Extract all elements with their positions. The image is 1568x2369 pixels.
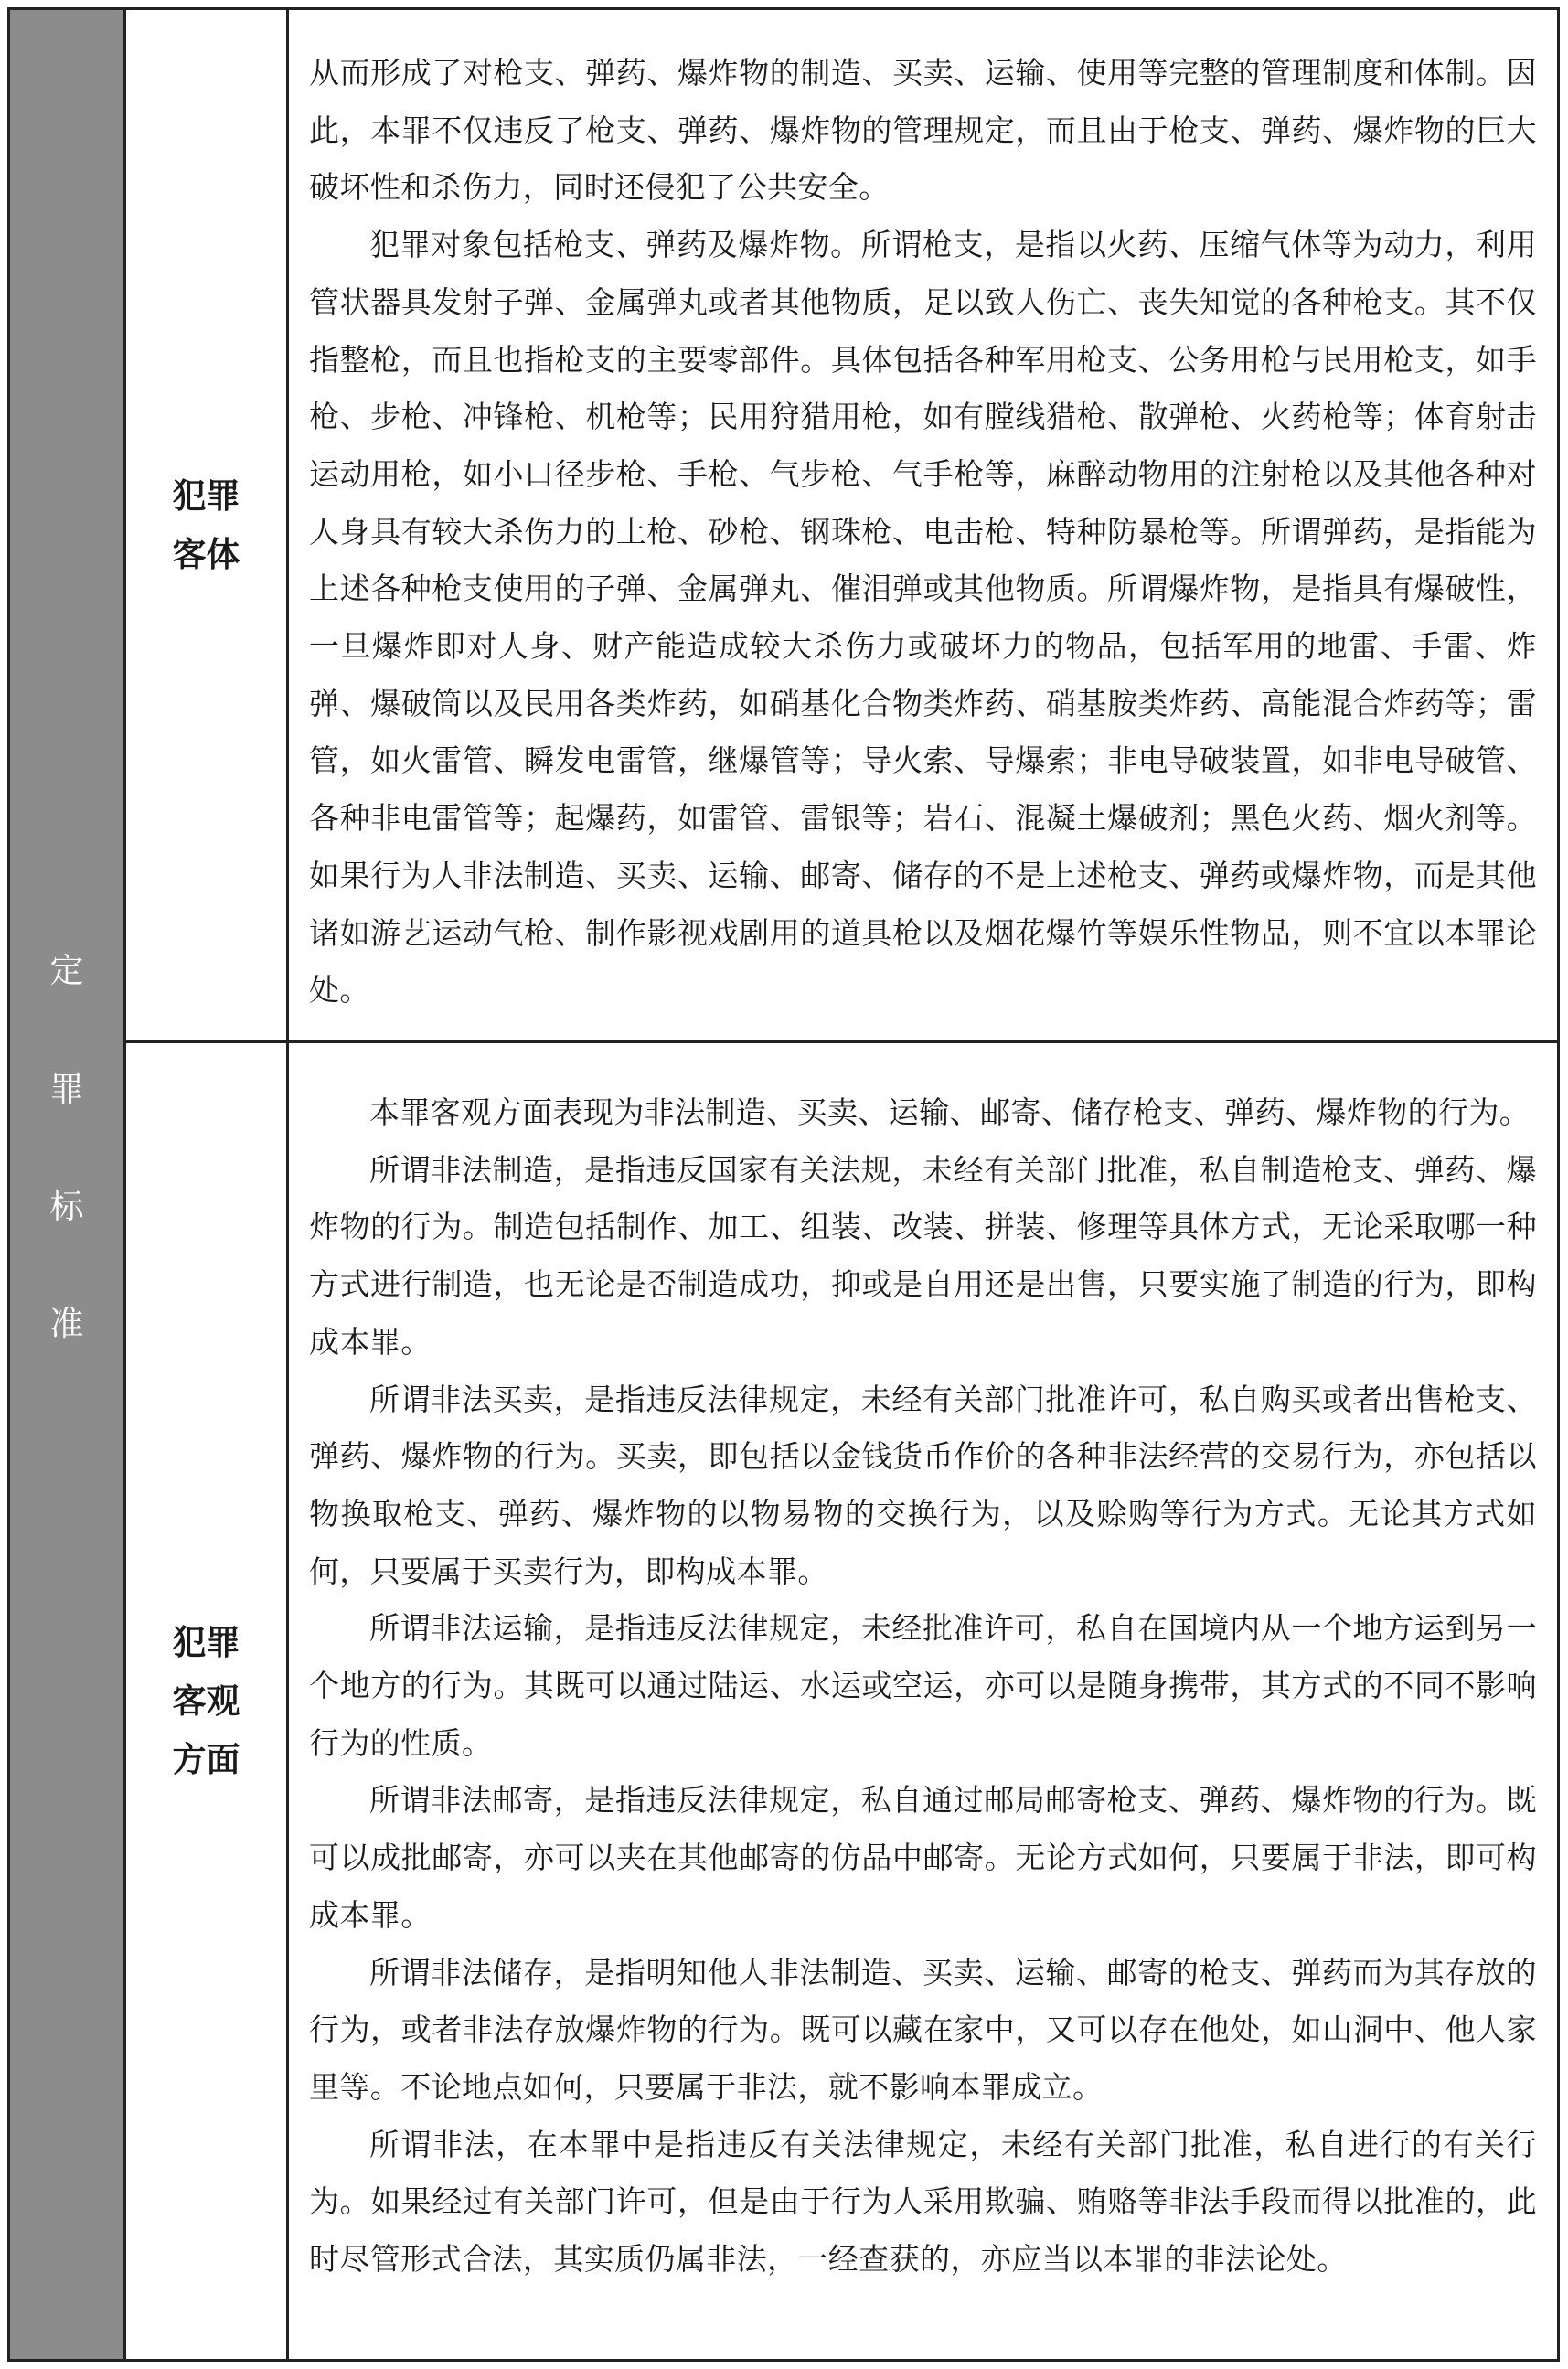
side-heading-char: 准: [49, 1304, 84, 1343]
paragraph: 犯罪对象包括枪支、弹药及爆炸物。所谓枪支，是指以火药、压缩气体等为动力，利用管状器具发射子弹、金属弹丸或者其他物质，足以致人伤亡、丧失知觉的各种枪支。其不仅指整枪，而且也指枪支的主要零部件。具体包括各种军用枪支、公务用枪与民用枪支，如手枪、步枪、冲锋枪、机枪等；民用狩猎用枪，如有膛线猎枪、散弹枪、火药枪等；体育射击运动用枪，如小口径步枪、手枪、气步枪、气手枪等，麻醉动物用的注射枪以及其他各种对人身具有较大杀伤力的土枪、砂枪、钢珠枪、电击枪、特种防暴枪等。所谓弹药，是指能为上述各种枪支使用的子弹、金属弹丸、催泪弹或其他物质。所谓爆炸物，是指具有爆破性，一旦爆炸即对人身、财产能造成较大杀伤力或破坏力的物品，包括军用的地雷、手雷、炸弹、爆破筒以及民用各类炸药，如硝基化合物类炸药、硝基胺类炸药、高能混合炸药等；雷管，如火雷管、瞬发电雷管，继爆管等；导火索、导爆索；非电导破装置，如非电导破管、各种非电雷管等；起爆药，如雷管、雷银等；岩石、混凝土爆破剂；黑色火药、烟火剂等。如果行为人非法制造、买卖、运输、邮寄、储存的不是上述枪支、弹药或爆炸物，而是其他诸如游艺运动气枪、制作影视戏剧用的道具枪以及烟花爆竹等娱乐性物品，则不宜以本罪论处。: [309, 227, 1537, 1008]
paragraph: 所谓非法储存，是指明知他人非法制造、买卖、运输、邮寄的枪支、弹药而为其存放的行为，或者非法存放爆炸物的行为。既可以藏在家中，又可以存在他处，如山洞中、他人家里等。不论地点如何，只要属于非法，就不影响本罪成立。: [309, 1954, 1537, 2105]
side-heading-char: 定: [49, 951, 84, 990]
row-label-cell: [126, 1043, 289, 2359]
paragraph: 所谓非法，在本罪中是指违反有关法律规定，未经有关部门批准，私自进行的有关行为。如果经过有关部门许可，但是由于行为人采用欺骗、贿赂等非法手段而得以批准的，此时尽管形式合法，其实质仍属非法，一经查获的，亦应当以本罪的非法论处。: [309, 2126, 1537, 2278]
table-row-crime-object: [126, 10, 1557, 1043]
side-heading-char: 罪: [49, 1070, 84, 1109]
table-body: [126, 10, 1557, 2359]
paragraph: 所谓非法买卖，是指违反法律规定，未经有关部门批准许可，私自购买或者出售枪支、弹药、爆炸物的行为。买卖，即包括以金钱货币作价的各种非法经营的交易行为，亦包括以物换取枪支、弹药、爆炸物的以物易物的交换行为，以及赊购等行为方式。无论其方式如何，只要属于买卖行为，即构成本罪。: [309, 1381, 1537, 1589]
paragraph: 所谓非法制造，是指违反国家有关法规，未经有关部门批准，私自制造枪支、弹药、爆炸物的行为。制造包括制作、加工、组装、改装、拼装、修理等具体方式，无论采取哪一种方式进行制造，也无论是否制造成功，抑或是自用还是出售，只要实施了制造的行为，即构成本罪。: [309, 1151, 1537, 1360]
paragraph: 所谓非法运输，是指违反法律规定，未经批准许可，私自在国境内从一个地方运到另一个地方的行为。其既可以通过陆运、水运或空运，亦可以是随身携带，其方式的不同不影响行为的性质。: [309, 1610, 1537, 1761]
criteria-table: [7, 7, 1560, 2362]
row-content-cell: [289, 10, 1557, 1040]
row-label: 犯罪客体: [172, 475, 240, 574]
paragraph: 本罪客观方面表现为非法制造、买卖、运输、邮寄、储存枪支、弹药、爆炸物的行为。: [369, 1094, 1531, 1130]
side-heading-char: 标: [49, 1187, 84, 1226]
row-label-cell: [126, 10, 289, 1040]
side-heading-column: [10, 10, 126, 2359]
row-label: 犯罪客观方面: [172, 1622, 240, 1779]
table-row-objective-aspect: [126, 1043, 1557, 2359]
paragraph: 从而形成了对枪支、弹药、爆炸物的制造、买卖、运输、使用等完整的管理制度和体制。因此，本罪不仅违反了枪支、弹药、爆炸物的管理规定，而且由于枪支、弹药、爆炸物的巨大破坏性和杀伤力，同时还侵犯了公共安全。: [309, 55, 1537, 206]
row-content-cell: [289, 1043, 1557, 2359]
paragraph: 所谓非法邮寄，是指违反法律规定，私自通过邮局邮寄枪支、弹药、爆炸物的行为。既可以成批邮寄，亦可以夹在其他邮寄的仿品中邮寄。无论方式如何，只要属于非法，即可构成本罪。: [309, 1782, 1537, 1933]
